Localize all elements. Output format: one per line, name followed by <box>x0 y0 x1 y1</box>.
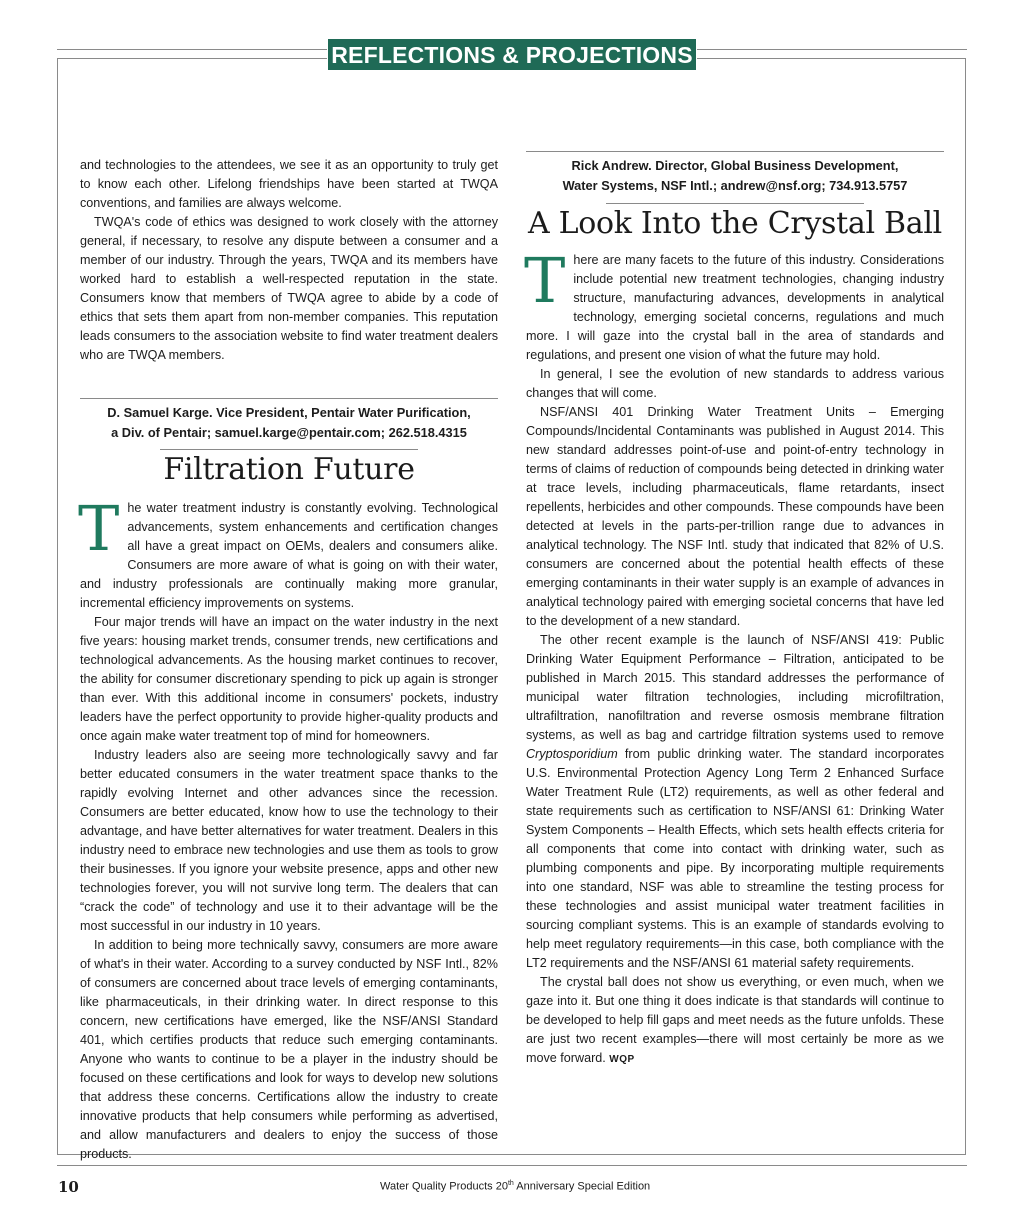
paragraph: Four major trends will have an impact on the water industry in the next five years: housing market trends, consumer trends, new certifications and technological advancements. As the housing market continues to recover, the ability for consumer discretionary spending to pick up again is stronger than ever. With this additional income in consumers' pockets, industry leaders have the perfect opportunity to provide higher-quality products and once again make water treatment top of mind for homeowners. <box>80 615 498 743</box>
section-banner: REFLECTIONS & PROJECTIONS <box>327 38 697 71</box>
left-continuation <box>80 156 498 365</box>
paragraph: TWQA's code of ethics was designed to work closely with the attorney general, if necessary, to resolve any dispute between a consumer and a member of our industry. Through the years, TWQA and its members have worked hard to establish a well-respected reputation in the state. Consumers know that members of TWQA agree to abide by a code of ethics that sets them apart from non-member companies. This reputation leads consumers to the association website to find water treatment dealers who are TWQA members. <box>80 215 498 362</box>
author-byline-karge <box>80 403 498 443</box>
byline-line: Rick Andrew. Director, Global Business Development, <box>571 158 899 173</box>
text-run: Anniversary Special Edition <box>513 1180 651 1193</box>
text-run: The crystal ball does not show us everything, or even much, when we gaze into it. But one thing it does indicate is that standards will continue to be developed to help fill gaps and meet needs as the future unfolds. These are just two recent examples—there will most certainly be more as we move forward. <box>526 975 944 1065</box>
footer-rule <box>57 1165 967 1166</box>
article-crystal-ball <box>524 244 944 1069</box>
page-number: 10 <box>58 1178 79 1196</box>
author-byline-andrew <box>526 156 944 196</box>
paragraph: In general, I see the evolution of new standards to address various changes that will come. <box>526 367 944 400</box>
drop-cap: T <box>78 492 120 565</box>
paragraph: Industry leaders also are seeing more technologically savvy and far better educated consumers in the water treatment space thanks to the rapidly evolving Internet and other advances since the recession. Consumers are better educated, know how to use the technology to their advantage, and have better alternatives for water treatment. Dealers in this industry need to embrace new technologies and use them as tools to grow their businesses. If you ignore your website presence, apps and other new technologies forever, you will not survive long term. The dealers that can “crack the code” of technology and use it to their advantage will be the most successful in our industry in 10 years. <box>80 748 498 933</box>
byline-line: a Div. of Pentair; samuel.karge@pentair.com; 262.518.4315 <box>111 425 467 440</box>
divider <box>80 398 498 399</box>
paragraph: In addition to being more technically savvy, consumers are more aware of what's in their water. According to a survey conducted by NSF Intl., 82% of consumers are concerned about trace levels of emerging contaminants, like pharmaceuticals, in their drinking water. In direct response to this concern, new certifications have emerged, like the NSF/ANSI Standard 401, which certifies products that reduce such emerging contaminants. Anyone who wants to continue to be a player in the industry should be focused on these certifications and look for ways to develop new solutions that address these concerns. Certifications allow the industry to create innovative products that help consumers while performing as advertised, and allow manufacturers and dealers to enjoy the success of those products. <box>80 938 498 1161</box>
drop-cap: T <box>524 244 566 317</box>
publication-name <box>380 1180 650 1193</box>
divider <box>606 203 864 204</box>
paragraph: and technologies to the attendees, we see it as an opportunity to truly get to know each other. Lifelong friendships have been started at TWQA conventions, and families are always welcome. <box>80 158 498 210</box>
superscript: th <box>507 1180 514 1187</box>
italic-term: Cryptosporidium <box>526 747 618 761</box>
text-run: The other recent example is the launch of NSF/ANSI 419: Public Drinking Water Equipment Performance – Filtration, anticipated to be published in March 2015. This standard addresses the performance of municipal water filtration technologies, including microfiltration, ultrafiltration, nanofiltration and reverse osmosis membrane filtration systems, as well as bag and cartridge filtration systems used to remove <box>526 633 944 742</box>
paragraph: he water treatment industry is constantly evolving. Technological advancements, system enhancements and certification changes all have a great impact on OEMs, dealers and consumers alike. Consumers are more aware of what is going on with their water, and industry professionals are continually making more granular, incremental efficiency improvements on systems. <box>80 501 498 610</box>
paragraph: here are many facets to the future of this industry. Considerations include potential new treatment technologies, changing industry structure, manufacturing advances, developments in analytical technology, emerging societal concerns, regulations and much more. I will gaze into the crystal ball in the area of standards and regulations, and present one vision of what the future may hold. <box>526 253 944 362</box>
byline-line: D. Samuel Karge. Vice President, Pentair Water Purification, <box>107 405 471 420</box>
text-run: from public drinking water. The standard incorporates U.S. Environmental Protection Agency Long Term 2 Enhanced Surface Water Treatment Rule (LT2) requirements, as well as other federal and state requirements such as certification to NSF/ANSI 61: Drinking Water System Components – Health Effects, which sets health effects criteria for all components that come into contact with drinking water, such as plumbing components and pipe. By incorporating multiple requirements into one standard, NSF was able to streamline the testing process for these technologies and assist municipal water treatment facilities in sourcing compliant systems. This is an example of standards evolving to help meet regulatory requirements—in this case, both compliance with the LT2 requirements and the NSF/ANSI 61 material safety requirements. <box>526 747 944 970</box>
paragraph: NSF/ANSI 401 Drinking Water Treatment Units – Emerging Compounds/Incidental Contaminants was published in August 2014. This new standard addresses point-of-use and point-of-entry technology in terms of claims of reduction of compounds being detected in drinking water at trace levels, including pharmaceuticals, flame retardants, insect repellents, herbicides and other compounds. These compounds have been detected at levels in the parts-per-trillion range due to advances in analytical technology. The NSF Intl. study that indicated that 82% of U.S. consumers are concerned about the potential health effects of these emerging contaminants in their water supply is an example of advances in analytical technology paired with emerging societal concerns that have led to the development of a new standard. <box>526 405 944 628</box>
text-run: Water Quality Products 20 <box>380 1180 508 1193</box>
paragraph <box>526 973 944 1069</box>
end-mark: WQP <box>609 1054 635 1065</box>
divider <box>160 449 418 450</box>
headline-filtration-future: Filtration Future <box>163 452 415 487</box>
headline-crystal-ball: A Look Into the Crystal Ball <box>528 206 942 241</box>
divider <box>526 151 944 152</box>
paragraph <box>526 631 944 973</box>
article-filtration-future <box>78 492 498 1164</box>
byline-line: Water Systems, NSF Intl.; andrew@nsf.org; 734.913.5757 <box>562 178 908 193</box>
